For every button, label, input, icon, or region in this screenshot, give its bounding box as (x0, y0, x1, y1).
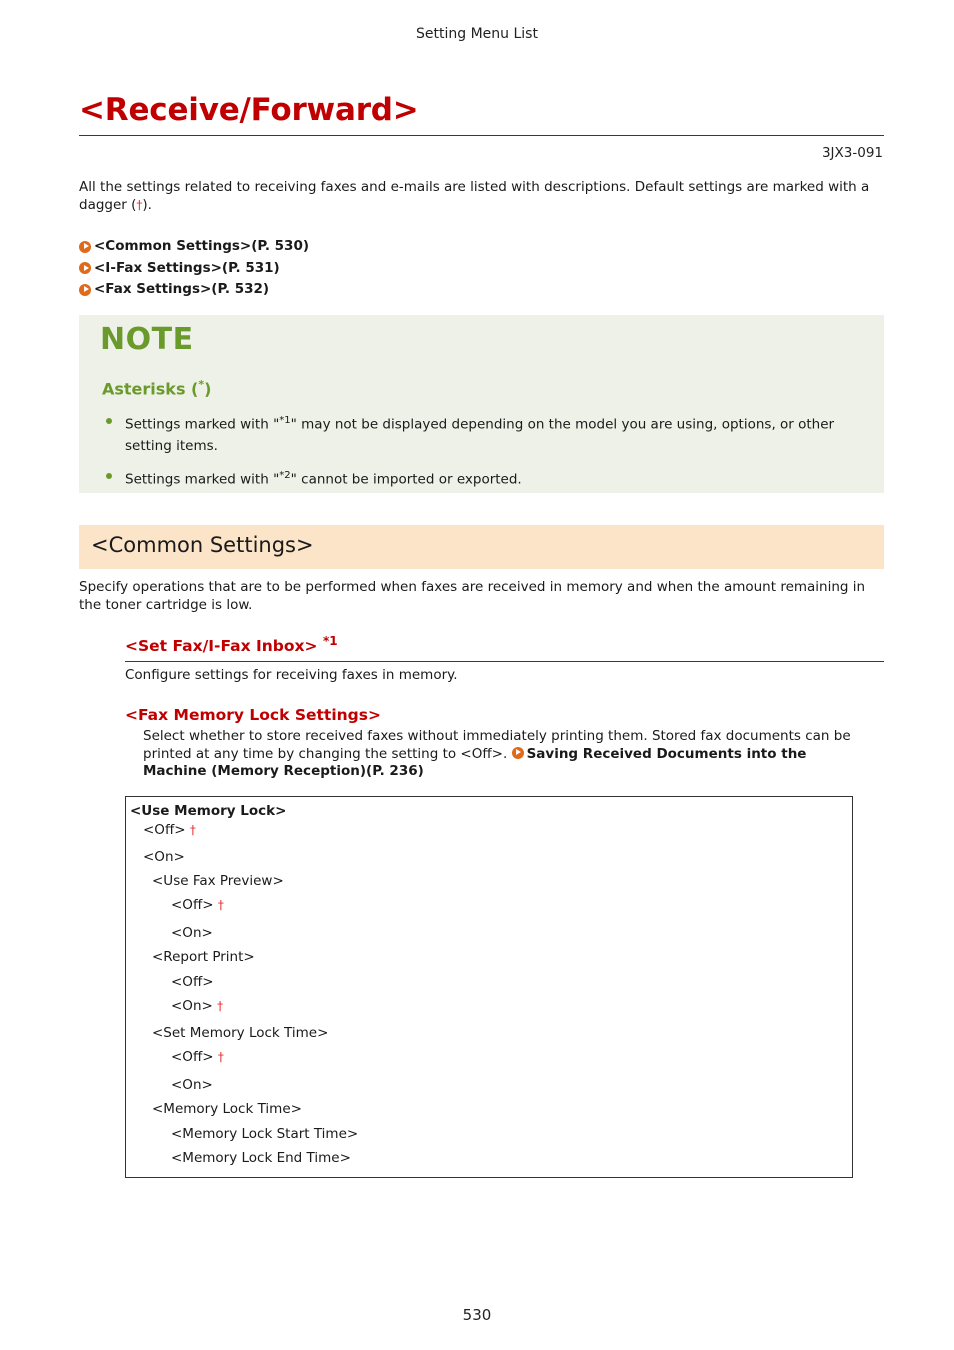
option-on: <On> (171, 1077, 213, 1093)
title-rule (79, 135, 884, 136)
link-arrow-icon (512, 747, 524, 759)
note-title: NOTE (100, 322, 194, 357)
asterisk-mark: * (198, 378, 205, 391)
note-bullet-text: Settings marked with "$^{*2}$" cannot be imported or exported. (125, 469, 522, 487)
link-label: <Common Settings>(P. 530) (94, 238, 310, 254)
link-label: <Fax Settings>(P. 532) (94, 281, 270, 297)
dagger-mark: † (217, 999, 224, 1013)
note-subtitle (102, 378, 211, 398)
section-title: <Common Settings> (91, 533, 314, 557)
bullet-dot-icon (106, 418, 112, 424)
intro-end: ). (142, 196, 152, 213)
option-off: <Off> † (143, 822, 196, 838)
dagger-mark: † (217, 1050, 224, 1064)
setting-description (143, 728, 853, 781)
link-label: <I-Fax Settings>(P. 531) (94, 259, 280, 276)
dagger-mark: † (217, 898, 224, 912)
option-off: <Off> † (171, 897, 224, 913)
running-head: Setting Menu List (416, 26, 538, 42)
subsection-rule (125, 661, 884, 662)
note-bullet-text: Settings marked with "$^{*1}$" may not be displayed depending on the model you are using, options, or other setting items. (125, 415, 835, 454)
subsection-description: Configure settings for receiving faxes in memory. (125, 667, 458, 683)
settings-header: <Use Memory Lock> (130, 803, 287, 819)
memory-reception-link[interactable]: Saving Received Documents into the Machine (Memory Reception)(P. 236) (143, 745, 807, 779)
option-report-print: <Report Print> (152, 949, 255, 965)
setting-description-text: Select whether to store received faxes without immediately printing them. Stored fax documents can be printed at any time by changing the setting to <Off>. (143, 728, 851, 762)
note-subtitle-text: Asterisks ( (102, 379, 199, 399)
doc-id: 3JX3-091 (821, 145, 883, 161)
intro-text: All the settings related to receiving faxes and e-mails are listed with descriptions. Default settings are marked with a dagger ( (79, 179, 870, 213)
link-arrow-icon (79, 241, 91, 253)
note-bullet-2 (106, 465, 866, 491)
link-i-fax-settings[interactable] (79, 258, 309, 280)
setting-title: <Fax Memory Lock Settings> (125, 706, 381, 724)
option-off: <Off> † (171, 1049, 224, 1065)
option-off: <Off> (171, 974, 214, 990)
option-memory-lock-start-time: <Memory Lock Start Time> (171, 1126, 359, 1142)
section-link-list (79, 236, 309, 301)
option-on: <On> † (171, 998, 224, 1014)
settings-tree-box (125, 796, 853, 1178)
footnote-mark: *1 (322, 634, 338, 648)
dagger-mark: † (136, 197, 143, 212)
option-on: <On> (171, 925, 213, 941)
subsection-title-text: <Set Fax/I-Fax Inbox> (125, 637, 318, 656)
note-subtitle-end: ) (204, 379, 212, 399)
option-memory-lock-end-time: <Memory Lock End Time> (171, 1150, 351, 1166)
note-bullets (106, 410, 866, 498)
section-description: Specify operations that are to be performed when faxes are received in memory and when the amount remaining in the toner cartridge is low. (79, 579, 866, 613)
subsection-title (125, 634, 338, 655)
link-arrow-icon (79, 284, 91, 296)
page-title: <Receive/Forward> (79, 92, 419, 128)
dagger-mark: † (189, 823, 196, 837)
page-number: 530 (462, 1306, 492, 1324)
bullet-dot-icon (106, 473, 112, 479)
link-arrow-icon (79, 262, 91, 274)
intro-paragraph (79, 179, 884, 214)
option-set-memory-lock-time: <Set Memory Lock Time> (152, 1025, 329, 1041)
option-on: <On> (143, 849, 185, 865)
link-fax-settings[interactable] (79, 279, 309, 301)
option-use-fax-preview: <Use Fax Preview> (152, 873, 284, 889)
option-memory-lock-time: <Memory Lock Time> (152, 1101, 302, 1117)
link-common-settings[interactable] (79, 236, 309, 258)
note-bullet-1 (106, 410, 866, 457)
